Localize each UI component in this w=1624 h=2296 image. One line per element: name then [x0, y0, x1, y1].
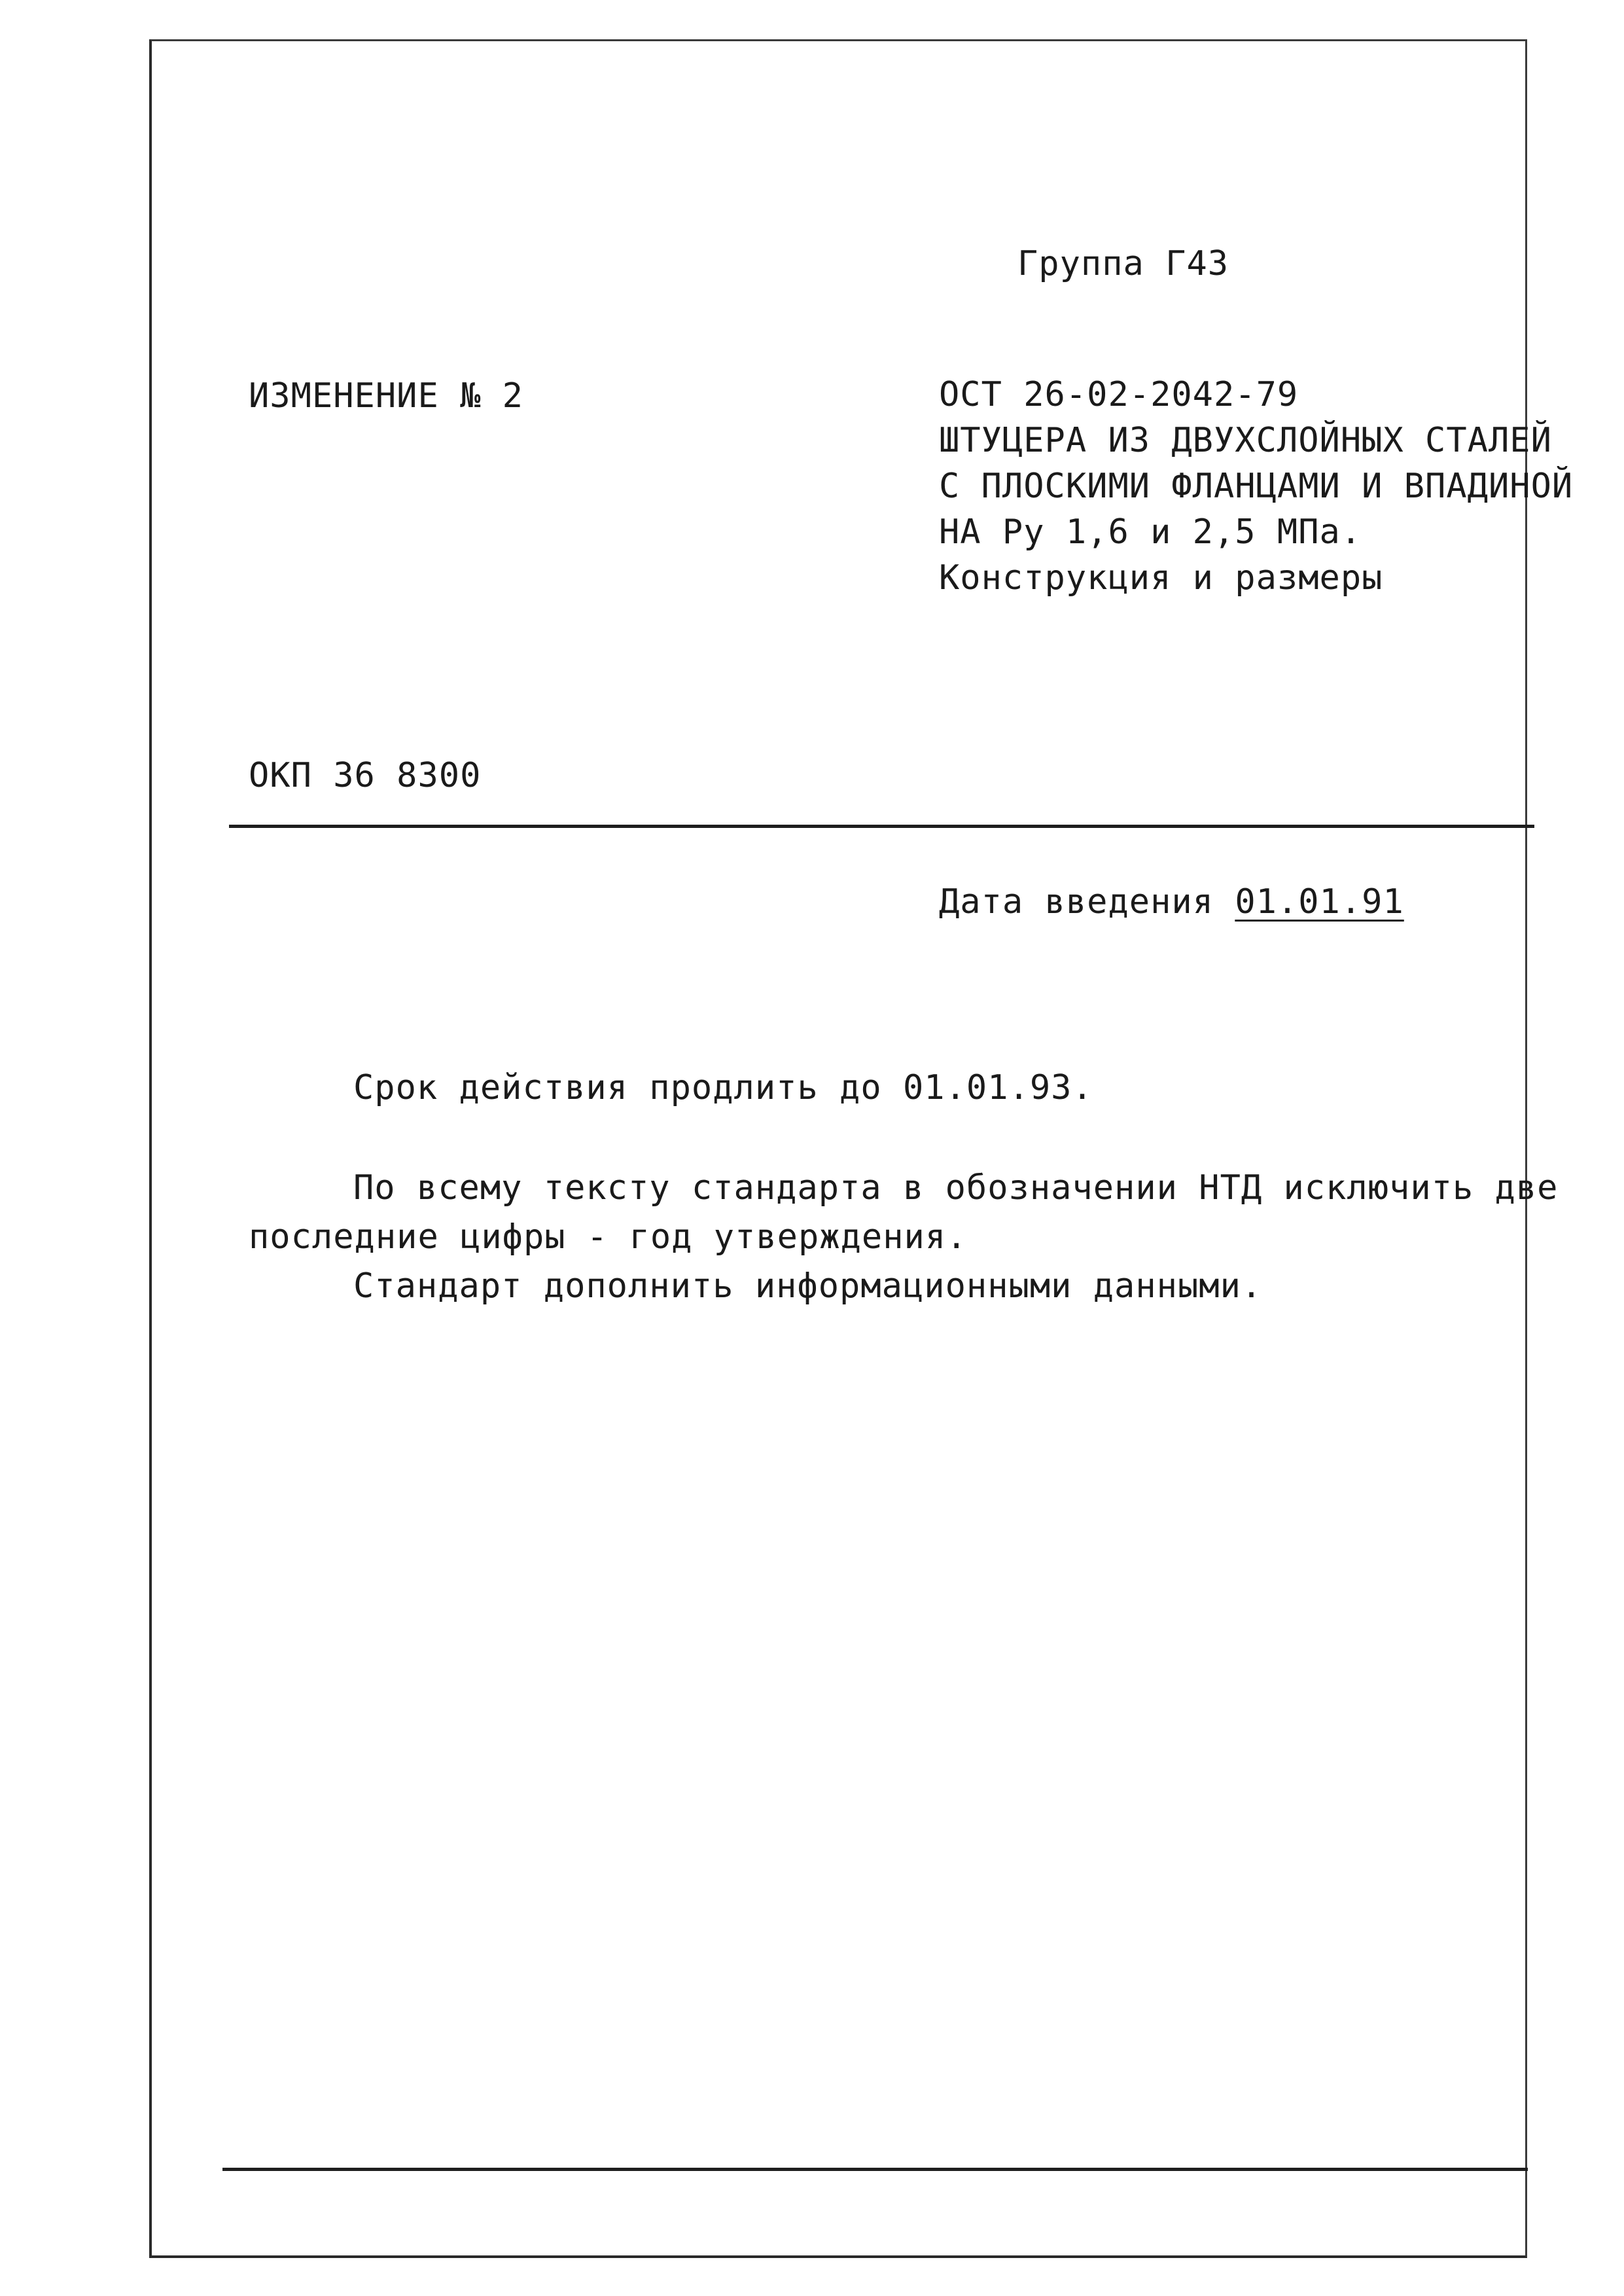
- paragraph-ntd-designation-line-1: По всему тексту стандарта в обозначении НТД исключить две: [353, 1168, 1559, 1208]
- header-divider: [229, 825, 1534, 828]
- introduction-date-value: 01.01.91: [1235, 882, 1404, 922]
- standard-title-line-3: НА Ру 1,6 и 2,5 МПа.: [939, 512, 1362, 552]
- okp-code: ОКП 36 8300: [249, 756, 482, 795]
- standard-number: ОСТ 26-02-2042-79: [939, 375, 1299, 414]
- introduction-date-label: Дата введения: [939, 882, 1214, 922]
- paragraph-information-data: Стандарт дополнить информационными данными.: [353, 1266, 1263, 1306]
- amendment-number: ИЗМЕНЕНИЕ № 2: [249, 376, 523, 416]
- footer-divider: [222, 2168, 1528, 2171]
- group-label: Группа Г43: [1017, 244, 1229, 283]
- paragraph-validity-extension: Срок действия продлить до 01.01.93.: [353, 1068, 1093, 1107]
- standard-title-line-4: Конструкция и размеры: [939, 558, 1383, 598]
- paragraph-ntd-designation-line-2: последние цифры - год утверждения.: [249, 1217, 968, 1257]
- standard-title-line-2: С ПЛОСКИМИ ФЛАНЦАМИ И ВПАДИНОЙ: [939, 467, 1574, 506]
- standard-title-block: [939, 372, 1573, 601]
- introduction-date: [939, 879, 1404, 925]
- standard-title-line-1: ШТУЦЕРА ИЗ ДВУХСЛОЙНЫХ СТАЛЕЙ: [939, 421, 1552, 460]
